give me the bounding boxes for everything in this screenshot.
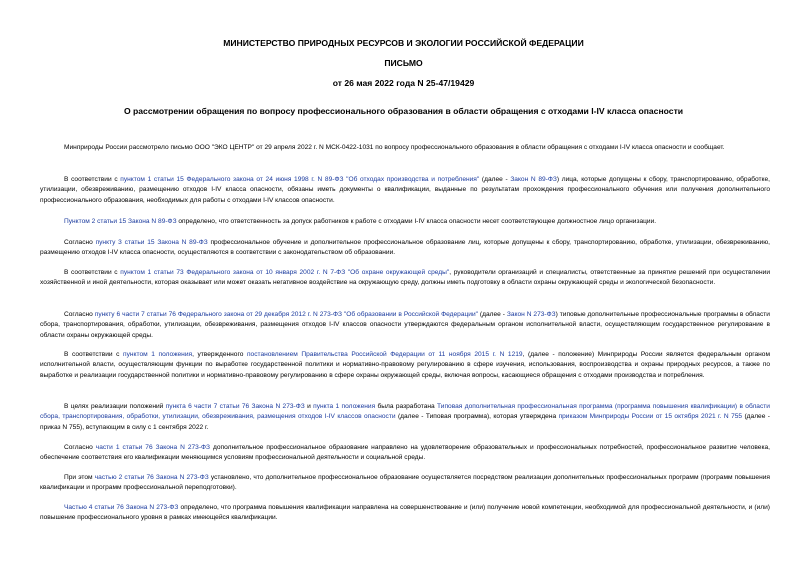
document-subject: О рассмотрении обращения по вопросу профессионального образования в области обращения с отходами I-IV класса опасности xyxy=(123,106,684,116)
paragraph-text: В соответствии с xyxy=(64,269,121,276)
date-and-number: от 26 мая 2022 года N 25-47/19429 xyxy=(332,78,475,88)
paragraph-text: (далее - xyxy=(478,311,507,318)
law-link[interactable]: Пунктом 2 статьи 15 Закона N 89-ФЗ xyxy=(64,218,177,225)
order-link[interactable]: приказом Минприроды России от 15 октября 2021 г. N 755 xyxy=(558,413,743,421)
law-link[interactable]: постановлением Правительства Российской Федерации от 11 ноября 2015 г. N 1219 xyxy=(246,351,523,358)
paragraph-text: Согласно xyxy=(64,239,96,246)
paragraph-text: Согласно xyxy=(64,311,95,318)
paragraph-text: (далее - Типовая программа), которая утверждена xyxy=(395,413,559,421)
paragraph-text: была разработана xyxy=(375,403,438,410)
law-link[interactable]: пункта 1 положения xyxy=(313,403,376,410)
paragraph-10 xyxy=(40,473,770,494)
paragraph-4 xyxy=(40,238,770,259)
paragraph-text: В целях реализации положений xyxy=(64,403,166,410)
paragraph-text: При этом xyxy=(64,474,95,481)
paragraph-text: ) лица, которые допущены к сбору, транспортированию, обработке, утилизации, обезвреживанию, размещению отходов I-IV класса опасности, обязаны иметь документы о квалификации, выданные по результатам прохождения профессионального обучения или получения дополнительного профессионального образования, необходимых для работы с отходами I-IV классов опасности. xyxy=(40,176,771,204)
paragraph-text: (далее - xyxy=(479,176,511,183)
paragraph-text: установлено, что дополнительное профессиональное образование осуществляется посредством реализации дополнительных профессиональных программ (программ повышения квалификации и программ профессиональной переподготовки). xyxy=(40,474,770,492)
law-link[interactable]: Закон N 89-ФЗ xyxy=(510,176,557,183)
law-link[interactable]: пунктом 1 статьи 73 Федерального закона от 10 января 2002 г. N 7-ФЗ "Об охране окружающей среды" xyxy=(120,269,450,276)
law-link[interactable]: пунктом 1 положения xyxy=(123,351,193,358)
paragraph-text: профессиональное обучение и дополнительное профессиональное образование лиц, которые допущены к сбору, транспортированию, обработке, утилизации, обезвреживанию, размещению отходов I-IV класса опасности, осуществляются в соответствии с законодательством об образовании. xyxy=(40,239,770,257)
paragraph-text: определено, что ответственность за допуск работников к работе с отходами I-IV класса опасности несет соответствующее должностное лицо организации. xyxy=(176,218,657,225)
paragraph-text: и xyxy=(304,403,314,410)
paragraph-9 xyxy=(40,443,770,464)
paragraph-11 xyxy=(40,503,770,524)
law-link[interactable]: пункту 3 статьи 15 Закона N 89-ФЗ xyxy=(95,239,208,246)
paragraph-text: определено, что программа повышения квалификации направлена на совершенствование и (или) получение новой компетенции, необходимой для профессиональной деятельности, и (или) повышение профессионального уровня в рамках имеющейся квалификации. xyxy=(40,504,770,522)
law-link[interactable]: пункта 6 части 7 статьи 76 Закона N 273-ФЗ xyxy=(165,403,305,410)
paragraph-text: , руководители организаций и специалисты, ответственные за принятие решений при осуществлении хозяйственной и иной деятельности, которая оказывает или может оказать негативное воздействие на окружающую среду, должны иметь подготовку в области охраны окружающей среды и экологической безопасности. xyxy=(40,269,771,287)
law-link[interactable]: пункту 6 части 7 статьи 76 Федерального закона от 29 декабря 2012 г. N 273-ФЗ "Об образовании в Российской Федерации" xyxy=(94,311,478,318)
paragraph-1 xyxy=(40,143,770,153)
paragraph-3 xyxy=(40,217,770,227)
paragraph-8 xyxy=(40,402,770,433)
paragraph-text: Согласно xyxy=(64,444,96,451)
paragraph-text: (далее - приказ N 755), вступающим в силу с 1 сентября 2022 г. xyxy=(40,413,770,431)
law-link[interactable]: частью 2 статьи 76 Закона N 273-ФЗ xyxy=(94,474,209,481)
program-link[interactable]: Типовая дополнительная профессиональная программа (программа повышения квалификации) в области сбора, транспортирования, обработки, утилизации, обезвреживания, размещения отходов I-IV классов опасности xyxy=(40,403,770,421)
law-link[interactable]: Закон N 273-ФЗ xyxy=(506,311,556,318)
paragraph-text: ) типовые дополнительные профессиональные программы в области сбора, транспортирования, обработки, утилизации, обезвреживания, размещения отходов I-IV классов опасности утверждаются федеральным органом исполнительной власти, осуществляющим государственное регулирование в области охраны окружающей среды. xyxy=(40,311,770,339)
law-link[interactable]: части 1 статьи 76 Закона N 273-ФЗ xyxy=(95,444,211,451)
paragraph-6 xyxy=(40,310,770,341)
paragraph-5 xyxy=(40,268,770,289)
paragraph-text: Минприроды России рассмотрело письмо ООО "ЭКО ЦЕНТР" от 29 апреля 2022 г. N МСК-0422-1031 по вопросу профессионального образования в области обращения с отходами I-IV класса опасности и сообщает. xyxy=(64,144,725,151)
ministry-title: МИНИСТЕРСТВО ПРИРОДНЫХ РЕСУРСОВ И ЭКОЛОГИИ РОССИЙСКОЙ ФЕДЕРАЦИИ xyxy=(223,38,584,48)
paragraph-text: В соответствии с xyxy=(64,351,124,358)
paragraph-text: , (далее - положение) Минприроды России является федеральным органом исполнительной власти, осуществляющим функции по выработке государственной политики и нормативно-правовому регулированию в сфере изучения, использования, воспроизводства и охраны природных ресурсов, а также по выработке и реализации государственной политики и нормативно-правовому регулированию в сфере охраны окружающей среды, включая вопросы, касающиеся обращения с отходами производства и потребления. xyxy=(40,351,771,379)
paragraph-text: В соответствии с xyxy=(64,176,121,183)
law-link[interactable]: Частью 4 статьи 76 Закона N 273-ФЗ xyxy=(64,504,179,511)
document-type: ПИСЬМО xyxy=(384,58,423,68)
law-link[interactable]: пунктом 1 статьи 15 Федерального закона от 24 июня 1998 г. N 89-ФЗ "Об отходах производства и потребления" xyxy=(120,176,480,183)
paragraph-text: , утвержденного xyxy=(192,351,247,358)
paragraph-2 xyxy=(40,175,770,206)
paragraph-text: дополнительное профессиональное образование направлено на удовлетворение образовательных и профессиональных потребностей, профессиональное развитие человека, обеспечение соответствия его квалификации меняющимся условиям профессиональной деятельности и социальной среды. xyxy=(40,444,770,462)
paragraph-7 xyxy=(40,350,770,381)
